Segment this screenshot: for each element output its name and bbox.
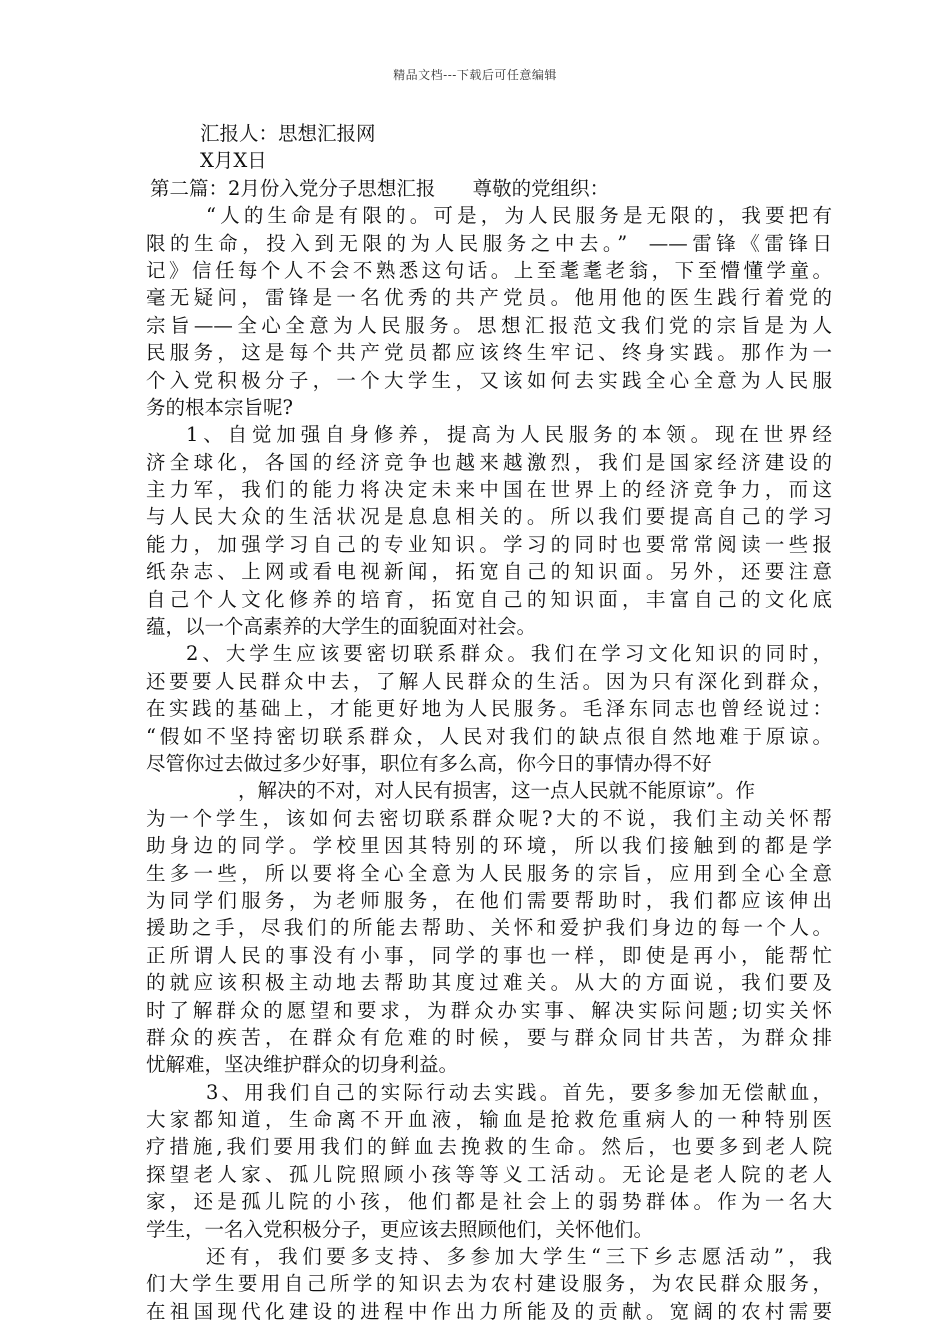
paragraph-line: 毫无疑问，雷锋是一名优秀的共产党员。他用他的医生践行着党的 bbox=[146, 286, 832, 310]
paragraph-line: 家，还是孤儿院的小孩，他们都是社会上的弱势群体。作为一名大 bbox=[146, 1190, 832, 1214]
paragraph-line: 时了解群众的愿望和要求，为群众办实事、解决实际问题;切实关怀 bbox=[146, 998, 832, 1022]
paragraph-line: 与人民大众的生活状况是息息相关的。所以我们要提高自己的学习 bbox=[146, 505, 832, 529]
paragraph-line: ，解决的不对，对人民有损害，这一点人民就不能原谅”。作 bbox=[238, 779, 755, 803]
paragraph-line: 助身边的同学。学校里因其特别的环境，所以我们接触到的都是学 bbox=[146, 834, 832, 858]
paragraph-line: 济全球化，各国的经济竞争也越来越激烈，我们是国家经济建设的 bbox=[146, 450, 832, 474]
paragraph-line: 限的生命，投入到无限的为人民服务之中去。” ——雷锋《雷锋日 bbox=[146, 231, 832, 255]
paragraph-line: 民服务，这是每个共产党员都应该终生牢记、终身实践。那作为一 bbox=[146, 341, 832, 365]
paragraph-line: 务的根本宗旨呢? bbox=[146, 395, 293, 419]
paragraph-line: 宗旨——全心全意为人民服务。思想汇报范文我们党的宗旨是为人 bbox=[146, 313, 832, 337]
paragraph-line: 主力军，我们的能力将决定未来中国在世界上的经济竞争力，而这 bbox=[146, 478, 832, 502]
paragraph-line: 援助之手，尽我们的所能去帮助、关怀和爱护我们身边的每一个人。 bbox=[146, 916, 832, 940]
paragraph-line: 在祖国现代化建设的进程中作出力所能及的贡献。宽阔的农村需要 bbox=[146, 1299, 832, 1323]
reporter-line: 汇报人：思想汇报网 bbox=[200, 122, 376, 145]
paragraph-line: 探望老人家、孤儿院照顾小孩等等义工活动。无论是老人院的老人 bbox=[146, 1162, 832, 1186]
paragraph-line: “假如不坚持密切联系群众，人民对我们的缺点很自然地难于原谅。 bbox=[146, 724, 832, 748]
paragraph-line: 在实践的基础上，才能更好地为人民服务。毛泽东同志也曾经说过： bbox=[146, 697, 832, 721]
page-header: 精品文档---下载后可任意编辑 bbox=[393, 68, 557, 82]
paragraph-line: 2、大学生应该要密切联系群众。我们在学习文化知识的同时， bbox=[186, 642, 832, 666]
paragraph-line: 自己个人文化修养的培育，拓宽自己的知识面，丰富自己的文化底 bbox=[146, 587, 832, 611]
paragraph-line: 生多一些，所以要将全心全意为人民服务的宗旨，应用到全心全意 bbox=[146, 861, 832, 885]
paragraph-line: 大家都知道，生命离不开血液，输血是抢救危重病人的一种特别医 bbox=[146, 1108, 832, 1132]
paragraph-line: 尽管你过去做过多少好事，职位有多么高，你今日的事情办得不好 bbox=[146, 751, 712, 775]
paragraph-line: 记》信任每个人不会不熟悉这句话。上至耄耄老翁，下至懵懂学童。 bbox=[146, 258, 832, 282]
section-title-line: 第二篇：2月份入党分子思想汇报 尊敬的党组织： bbox=[150, 176, 610, 200]
paragraph-line: 蕴，以一个高素养的大学生的面貌面对社会。 bbox=[146, 615, 537, 639]
paragraph-line: 个入党积极分子，一个大学生，又该如何去实践全心全意为人民服 bbox=[146, 368, 832, 392]
paragraph-line: 们大学生要用自己所学的知识去为农村建设服务，为农民群众服务， bbox=[146, 1272, 832, 1296]
paragraph-line: 为一个学生，该如何去密切联系群众呢?大的不说，我们主动关怀帮 bbox=[146, 806, 832, 830]
paragraph-line: 群众的疾苦，在群众有危难的时候，要与群众同甘共苦，为群众排 bbox=[146, 1025, 832, 1049]
paragraph-line: 1、自觉加强自身修养，提高为人民服务的本领。现在世界经 bbox=[186, 423, 832, 447]
paragraph-line: 忧解难，坚决维护群众的切身利益。 bbox=[146, 1053, 459, 1077]
paragraph-line: “人的生命是有限的。可是，为人民服务是无限的，我要把有 bbox=[206, 204, 832, 228]
paragraph-line: 还要要人民群众中去，了解人民群众的生活。因为只有深化到群众， bbox=[146, 669, 832, 693]
paragraph-line: 学生，一名入党积极分子，更应该去照顾他们，关怀他们。 bbox=[146, 1217, 654, 1241]
paragraph-line: 还有，我们要多支持、多参加大学生“三下乡志愿活动”，我 bbox=[206, 1245, 832, 1269]
paragraph-line: 纸杂志、上网或看电视新闻，拓宽自己的知识面。另外，还要注意 bbox=[146, 560, 832, 584]
paragraph-line: 疗措施,我们要用我们的鲜血去挽救的生命。然后，也要多到老人院 bbox=[146, 1135, 832, 1159]
paragraph-line: 能力，加强学习自己的专业知识。学习的同时也要常常阅读一些报 bbox=[146, 532, 832, 556]
paragraph-line: 为同学们服务，为老师服务，在他们需要帮助时，我们都应该伸出 bbox=[146, 888, 832, 912]
date-line: X月X日 bbox=[200, 149, 267, 173]
paragraph-line: 3、用我们自己的实际行动去实践。首先，要多参加无偿献血， bbox=[206, 1080, 832, 1104]
document-body bbox=[146, 120, 832, 1325]
paragraph-line: 正所谓人民的事没有小事，同学的事也一样，即使是再小，能帮忙 bbox=[146, 943, 832, 967]
paragraph-line: 的就应该积极主动地去帮助其度过难关。从大的方面说，我们要及 bbox=[146, 971, 832, 995]
